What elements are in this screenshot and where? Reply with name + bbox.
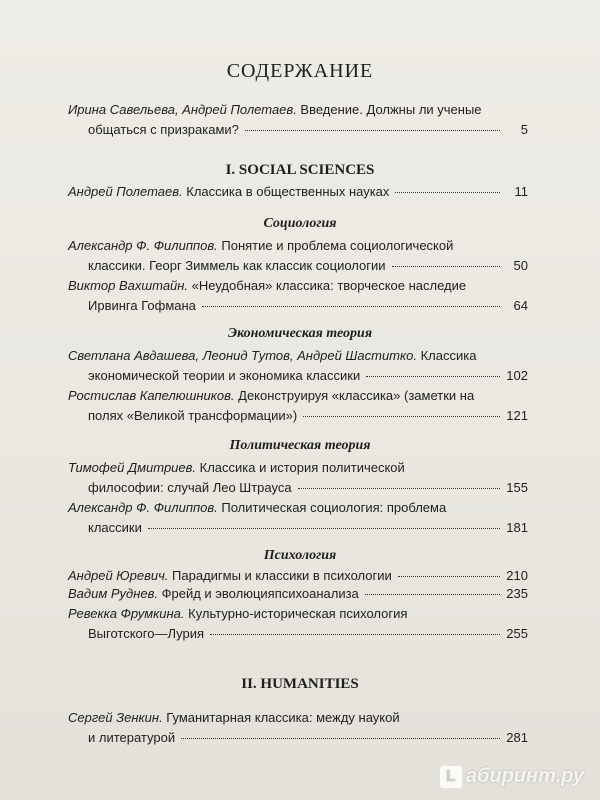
page-number: 181	[506, 520, 528, 535]
entry-title-cont: Ирвинга Гофмана	[88, 298, 196, 313]
page-number: 155	[506, 480, 528, 495]
entry-title: Классика	[417, 348, 477, 363]
page-number: 281	[506, 730, 528, 745]
subsection-psychology: Психология	[263, 548, 337, 563]
dot-leader	[395, 192, 500, 193]
subsection-economics: Экономическая теория	[227, 326, 373, 341]
dot-leader	[298, 488, 500, 489]
page-number: 235	[506, 586, 528, 601]
section-title-humanities: II. HUMANITIES	[241, 676, 359, 692]
toc-entry	[68, 566, 528, 586]
entry-title-cont: психоанализа	[274, 586, 359, 601]
entry-title-cont: философии: случай Лео Штрауса	[88, 480, 292, 495]
entry-author: Ревекка Фрумкина.	[68, 606, 185, 621]
dot-leader	[181, 738, 500, 739]
entry-author: Александр Ф. Филиппов.	[68, 238, 218, 253]
entry-title: Классика и история политической	[196, 460, 405, 475]
dot-leader	[366, 376, 500, 377]
page-number: 50	[513, 258, 528, 273]
entry-title-cont: полях «Великой трансформации»)	[88, 408, 298, 423]
toc-entry	[68, 458, 528, 498]
entry-title: Фрейд и эволюция	[157, 586, 275, 601]
entry-title-cont: экономической теории и экономика классики	[88, 368, 361, 383]
toc-entry	[68, 346, 528, 386]
toc-entry	[68, 182, 528, 202]
labirint-logo-icon: L	[440, 766, 462, 788]
entry-title: Деконструируя «классика» (заметки на	[234, 388, 475, 403]
subsection-politics: Политическая теория	[229, 438, 371, 453]
entry-title: Введение. Должны ли ученые	[296, 102, 482, 117]
dot-leader	[245, 130, 500, 131]
dot-leader	[202, 306, 500, 307]
entry-title-cont: классики. Георг Зиммель как классик социологии	[88, 258, 386, 273]
entry-author: Сергей Зенкин.	[68, 710, 163, 725]
page-number: 255	[506, 626, 528, 641]
entry-author: Вадим Руднев.	[68, 586, 158, 601]
watermark-text: абиринт.ру	[465, 765, 584, 787]
entry-title: Гуманитарная классика: между наукой	[162, 710, 400, 725]
toc-entry	[68, 604, 528, 644]
entry-author: Виктор Вахштайн.	[68, 278, 189, 293]
toc-entry	[68, 236, 528, 276]
entry-author: Ирина Савельева, Андрей Полетаев.	[68, 102, 297, 117]
entry-title: Политическая социология: проблема	[217, 500, 447, 515]
entry-title-cont: и литературой	[88, 730, 176, 745]
entry-title-cont: Выготского—Лурия	[88, 626, 205, 641]
page-number: 5	[520, 122, 528, 137]
dot-leader	[303, 416, 500, 417]
entry-author: Андрей Юревич.	[68, 568, 169, 583]
entry-title: Парадигмы и классики в психологии	[168, 568, 392, 583]
entry-author: Александр Ф. Филиппов.	[68, 500, 218, 515]
toc-entry	[68, 498, 528, 538]
toc-entry	[68, 584, 528, 604]
section-title-social-sciences: I. SOCIAL SCIENCES	[225, 162, 375, 178]
page-number: 64	[513, 298, 528, 313]
entry-author: Тимофей Дмитриев.	[68, 460, 197, 475]
subsection-sociology: Социология	[263, 216, 337, 231]
labirint-watermark	[440, 765, 584, 788]
dot-leader	[392, 266, 500, 267]
entry-author: Андрей Полетаев.	[68, 184, 183, 199]
entry-author: Светлана Авдашева, Леонид Тутов, Андрей Шаститко.	[68, 348, 417, 363]
dot-leader	[210, 634, 500, 635]
dot-leader	[148, 528, 500, 529]
page-number: 121	[506, 408, 528, 423]
entry-title: Понятие и проблема социологической	[217, 238, 454, 253]
toc-entry	[68, 386, 528, 426]
page-number: 11	[514, 184, 528, 199]
entry-title-cont: общаться с призраками?	[88, 122, 239, 137]
entry-title-cont: классики	[88, 520, 142, 535]
toc-entry-intro	[68, 100, 528, 140]
dot-leader	[365, 594, 500, 595]
entry-title: Культурно-историческая психология	[184, 606, 408, 621]
toc-entry	[68, 276, 528, 316]
page-number: 102	[506, 368, 528, 383]
dot-leader	[398, 576, 500, 577]
entry-author: Ростислав Капелюшников.	[68, 388, 235, 403]
page-number: 210	[506, 568, 528, 583]
page-title: СОДЕРЖАНИЕ	[226, 60, 374, 82]
entry-title: Классика в общественных науках	[182, 184, 390, 199]
toc-entry	[68, 708, 528, 748]
entry-title: «Неудобная» классика: творческое наследие	[188, 278, 467, 293]
